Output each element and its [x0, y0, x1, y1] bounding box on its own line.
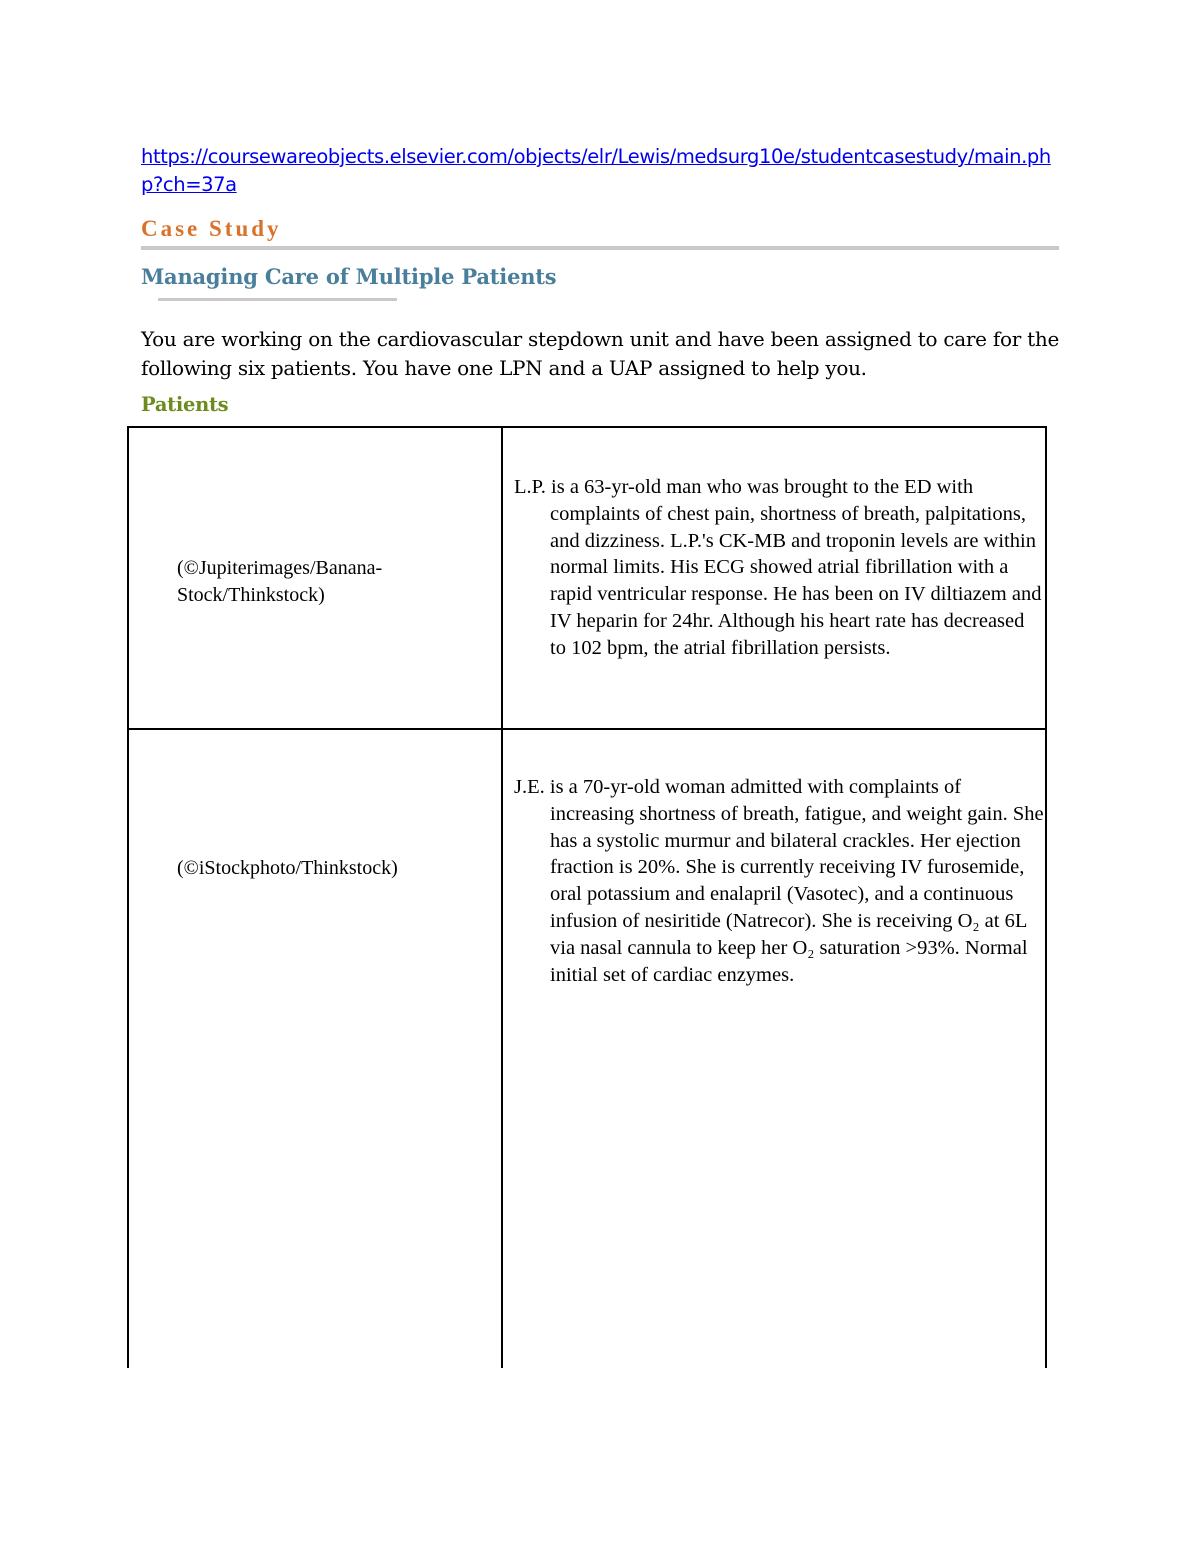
- patient-row: [127, 426, 1047, 730]
- column-divider: [501, 428, 503, 728]
- intro-paragraph: You are working on the cardiovascular stepdown unit and have been assigned to care for the following six patients. You have one LPN and a UAP assigned to help you.: [141, 327, 1059, 380]
- case-study-label: Case Study: [141, 216, 282, 241]
- patients-table: [127, 426, 1047, 1368]
- page-title: Managing Care of Multiple Patients: [141, 264, 557, 289]
- source-url-line1[interactable]: https://coursewareobjects.elsevier.com/objects/elr/Lewis/medsurg10e/studentcasestudy/main.: [141, 145, 1027, 168]
- photo-credit: (©Jupiterimages/Banana-Stock/Thinkstock): [177, 557, 383, 606]
- patient-row: [127, 728, 1047, 1368]
- patient-description: J.E. is a 70-yr-old woman admitted with complaints of increasing shortness of breath, fatigue, and weight gain. She has a systolic murmur and bilateral crackles. Her ejection fraction is 20%. She is currently receiving IV furosemide, oral potassium and enalapril (Vasotec), and a continuous infusion of nesiritide (Natrecor). She is receiving O₂ at 6L via nasal cannula to keep her O₂ saturation >93%. Normal initial set of cardiac enzymes.: [514, 776, 1044, 986]
- title-underline: [158, 298, 397, 301]
- source-url-line2[interactable]: php?ch=37a: [141, 145, 1051, 196]
- heading-divider: [141, 246, 1059, 250]
- source-url-link[interactable]: [141, 143, 1066, 199]
- photo-credit: (©iStockphoto/Thinkstock): [177, 857, 398, 879]
- patient-description: L.P. is a 63-yr-old man who was brought to the ED with complaints of chest pain, shortness of breath, palpitations, and dizziness. L.P.'s CK-MB and troponin levels are within normal limits. His ECG showed atrial fibrillation with a rapid ventricular response. He has been on IV diltiazem and IV heparin for 24hr. Although his heart rate has decreased to 102 bpm, the atrial fibrillation persists.: [514, 476, 1042, 659]
- patients-heading: Patients: [141, 393, 229, 416]
- column-divider: [501, 728, 503, 1368]
